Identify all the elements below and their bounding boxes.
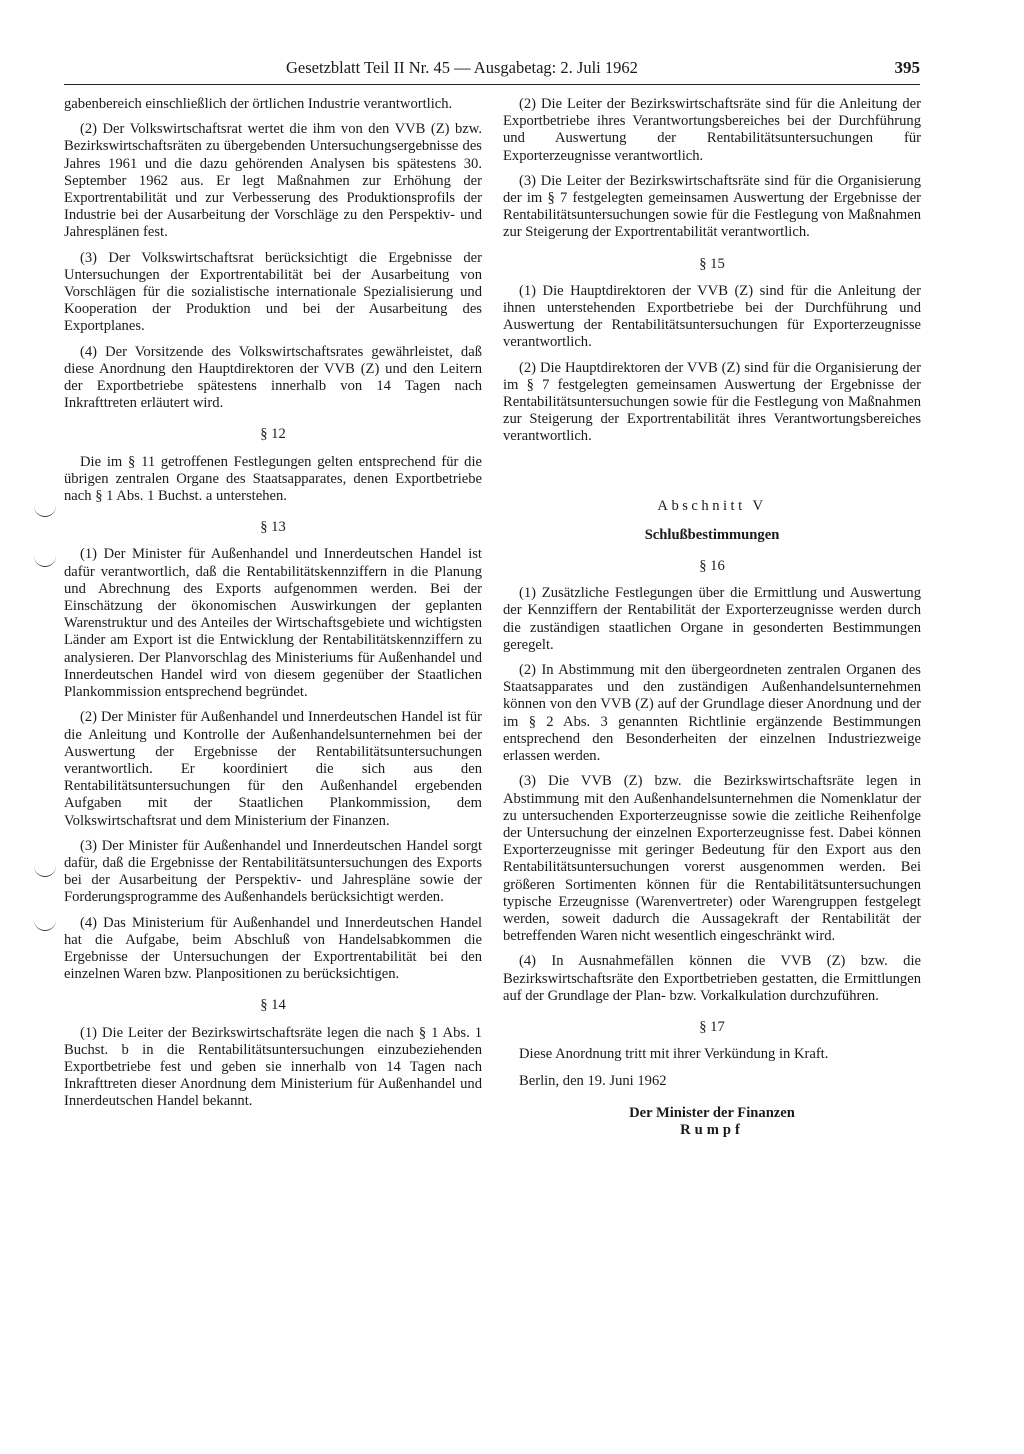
signer-name: Rumpf (680, 1121, 744, 1138)
section-heading-12: § 12 (260, 426, 286, 443)
paragraph: (1) Die Leiter der Bezirkswirtschaftsräte legen die nach § 1 Abs. 1 Buchst. b in die Rentabilitätsuntersuchungen einzubeziehenden Exportbetriebe fest und geben sie innerhalb von 14 Tagen nach Inkrafttreten dieser Anordnung dem Ministerium für Außenhandel und Innerdeutschen Handel bekannt. (64, 1024, 482, 1110)
chapter-title: Schlußbestimmungen (644, 526, 780, 543)
paragraph: gabenbereich einschließlich der örtlichen Industrie verantwortlich. (64, 96, 453, 112)
paragraph: (2) Die Hauptdirektoren der VVB (Z) sind für die Organisierung der im § 7 festgelegten gemeinsamen Auswertung der Ergebnisse der Rentabilitätsuntersuchungen sowie für die Festlegung von Maßnahmen zur Steigerung der Exportrentabilität ihres Verantwortungsbereiches verantwortlich. (503, 359, 921, 445)
margin-mark-4 (34, 920, 56, 931)
margin-mark-1 (34, 506, 56, 517)
paragraph: (3) Der Minister für Außenhandel und Innerdeutschen Handel sorgt dafür, daß die Ergebnisse der Rentabilitätsuntersuchungen des Exports bei der Ausarbeitung der Perspektiv- und Jahrespläne sowie der Forderungsprogramme des Außenhandels berücksichtigt werden. (64, 837, 482, 906)
signing-date: Berlin, den 19. Juni 1962 (519, 1073, 667, 1090)
page-number: 395 (894, 58, 920, 77)
paragraph: (1) Die Hauptdirektoren der VVB (Z) sind für die Anleitung der ihnen unterstehenden Exportbetriebe bei der Durchführung und Auswertung der Rentabilitätsuntersuchungen für Exporterzeugnisse verantwortlich. (503, 282, 921, 351)
margin-mark-2 (34, 556, 56, 567)
paragraph: (2) Die Leiter der Bezirkswirtschaftsräte sind für die Anleitung der Exportbetriebe ihres Verantwortungsbereiches bei der Durchführung und Auswertung der Rentabilitätsuntersuchungen für Exporterzeugnisse verantwortlich. (503, 96, 921, 164)
paragraph: (1) Zusätzliche Festlegungen über die Ermittlung und Auswertung der Kennziffern der Rentabilität der Exporterzeugnisse werden durch die zuständigen staatlichen Organe in gesonderten Bestimmungen geregelt. (503, 585, 921, 653)
paragraph: (3) Der Volkswirtschaftsrat berücksichtigt die Ergebnisse der Untersuchungen der Exportrentabilität bei der Ausarbeitung von Vorschlägen für die sozialistische internationale Spezialisierung und Kooperation der Produktion und bei der Ausarbeitung des Exportplanes. (64, 249, 482, 335)
paragraph: Die im § 11 getroffenen Festlegungen gelten entsprechend für die übrigen zentralen Organe des Staatsapparates, denen Exportbetriebe nach § 1 Abs. 1 Buchst. a unterstehen. (64, 453, 482, 505)
header-rule (64, 84, 920, 85)
left-column (64, 96, 482, 1119)
paragraph: (3) Die VVB (Z) bzw. die Bezirkswirtschaftsräte legen in Abstimmung mit den Außenhandelsunternehmen die Nomenklatur der zu untersuchenden Exporterzeugnisse sowie die zeitliche Reihenfolge der Untersuchung der einzelnen Exporterzeugnisse fest. Dabei können Exporterzeugnisse mit geringer Bedeutung für den Export aus den Rentabilitätsuntersuchungen vorerst ausgenommen werden. Bei größeren Sortimenten können für die Rentabilitätsuntersuchungen typische Erzeugnisse (Warenvertreter) oder Warengruppen festgelegt werden, soweit dadurch die Aussagekraft der Rentabilität der betreffenden Waren nicht wesentlich eingeschränkt wird. (503, 773, 921, 945)
paragraph: (4) Das Ministerium für Außenhandel und Innerdeutschen Handel hat die Aufgabe, beim Abschluß von Handelsabkommen die Ergebnisse der Untersuchungen der Exportrentabilität bei den einzelnen Waren bzw. Planpositionen zu berücksichtigen. (64, 914, 482, 983)
paragraph: (4) In Ausnahmefällen können die VVB (Z) bzw. die Bezirkswirtschaftsräte den Exportbetrieben gestatten, die Ermittlungen auf der Grundlage der Plan- bzw. Vorkalkulation durchzuführen. (503, 953, 921, 1004)
section-heading-17: § 17 (699, 1018, 725, 1035)
right-column (503, 96, 921, 1139)
publication-title: Gesetzblatt Teil II Nr. 45 — Ausgabetag: 2. Juli 1962 (286, 58, 638, 77)
signer-title: Der Minister der Finanzen (629, 1104, 795, 1121)
paragraph: (1) Der Minister für Außenhandel und Innerdeutschen Handel ist dafür verantwortlich, daß die Rentabilitätskennziffern in die Planung und Abrechnung des Exports aufgenommen werden. Bei der Einschätzung der ökonomischen Auswirkungen der geplanten Warenstruktur und des Anteiles der Wirtschaftsgebiete und wichtigsten Länder am Export ist die Entwicklung der Rentabilitätskennziffern zu analysieren. Der Planvorschlag des Ministeriums für Außenhandel und Innerdeutschen Handel wird von diesem gegenüber der Staatlichen Plankommission entsprechend begründet. (64, 546, 482, 701)
section-heading-13: § 13 (260, 519, 286, 536)
paragraph: (2) Der Volkswirtschaftsrat wertet die ihm von den VVB (Z) bzw. Bezirkswirtschaftsräten zu übergebenden Untersuchungsergebnisse des Jahres 1961 und die dazu gehörenden Analysen bis spätestens 30. September 1962 aus. Er legt Maßnahmen zur Erhöhung der Exportrentabilität und zur Verbesserung des Produktionsprofils der Industrie bei der Ausarbeitung der Vorschläge zu den Perspektiv- und Jahresplänen fest. (64, 121, 482, 241)
margin-mark-3 (34, 866, 56, 877)
section-heading-15: § 15 (699, 255, 725, 272)
paragraph: (2) Der Minister für Außenhandel und Innerdeutschen Handel ist für die Anleitung und Kontrolle der Außenhandelsunternehmen bei der Auswertung der Ergebnisse der Rentabilitätsuntersuchungen verantwortlich. Er koordiniert die sich aus den Rentabilitätsuntersuchungen für den Außenhandel ergebenden Aufgaben mit der Staatlichen Plankommission, dem Volkswirtschaftsrat und dem Ministerium der Finanzen. (64, 709, 482, 829)
section-heading-16: § 16 (699, 558, 725, 575)
paragraph: (3) Die Leiter der Bezirkswirtschaftsräte sind für die Organisierung der im § 7 festgelegten gemeinsamen Auswertung der Ergebnisse der Rentabilitätsuntersuchungen sowie für die Festlegung von Maßnahmen zur Steigerung der Exportrentabilität verantwortlich. (503, 172, 921, 241)
page-header (64, 58, 920, 84)
paragraph: (4) Der Vorsitzende des Volkswirtschaftsrates gewährleistet, daß diese Anordnung den Hauptdirektoren der VVB (Z) und den Leitern der Exportbetriebe spätestens innerhalb von 14 Tagen nach Inkrafttreten erläutert wird. (64, 343, 482, 412)
paragraph: Diese Anordnung tritt mit ihrer Verkündung in Kraft. (519, 1046, 829, 1063)
paragraph: (2) In Abstimmung mit den übergeordneten zentralen Organen des Staatsapparates und den zuständigen Außenhandelsunternehmen können von den VVB (Z) auf der Grundlage dieser Anordnung und der im § 2 Abs. 3 genannten Richtlinie ergänzende Bestimmungen entsprechend den Besonderheiten der einzelnen Industriezweige erlassen werden. (503, 662, 921, 765)
chapter-heading: Abschnitt V (657, 497, 767, 514)
section-heading-14: § 14 (260, 997, 286, 1014)
